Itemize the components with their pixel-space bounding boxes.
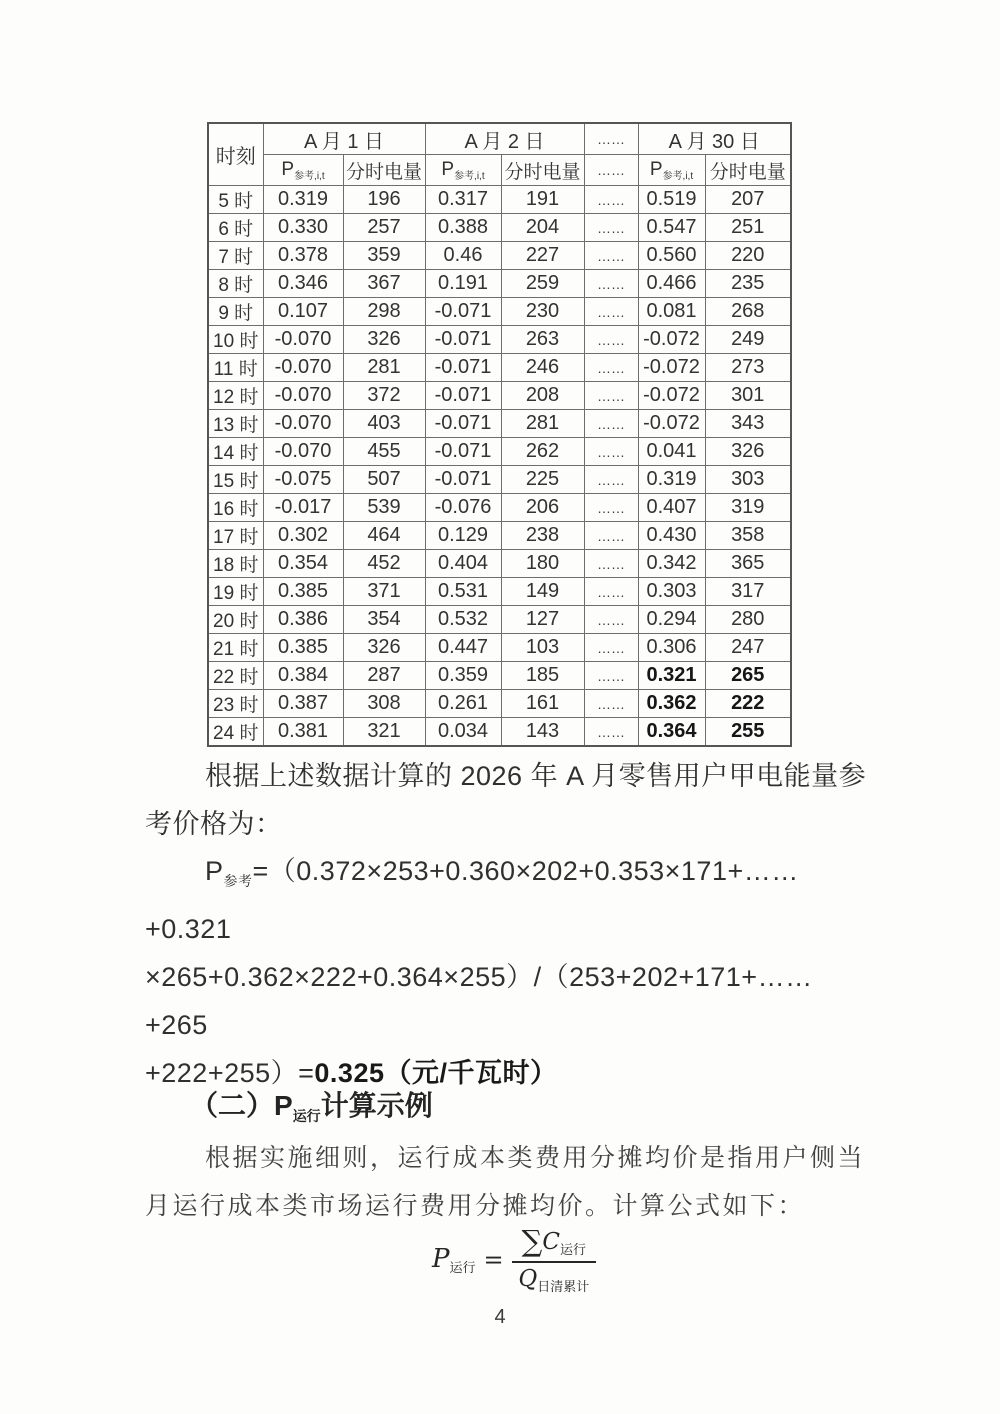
price-cell: -0.070 — [263, 382, 343, 410]
energy-cell: 204 — [501, 214, 584, 242]
price-cell: 0.294 — [638, 606, 705, 634]
time-cell: 11 时 — [208, 354, 263, 382]
energy-cell: 403 — [343, 410, 425, 438]
price-cell: -0.072 — [638, 326, 705, 354]
table-header-row-measures — [208, 155, 791, 186]
energy-cell: 268 — [705, 298, 791, 326]
price-cell: 0.041 — [638, 438, 705, 466]
energy-cell: 319 — [705, 494, 791, 522]
table-row — [208, 214, 791, 242]
q-symbol: Q — [518, 1266, 538, 1292]
paragraph-detail — [145, 1134, 867, 1230]
ellipsis-cell: …… — [584, 606, 638, 634]
energy-cell: 259 — [501, 270, 584, 298]
price-cell: 0.319 — [263, 186, 343, 214]
time-cell: 21 时 — [208, 634, 263, 662]
energy-cell: 452 — [343, 550, 425, 578]
p-reference-subscript: 参考 — [223, 873, 253, 889]
price-cell: -0.071 — [425, 354, 501, 382]
table-row — [208, 550, 791, 578]
time-cell: 10 时 — [208, 326, 263, 354]
energy-cell: 225 — [501, 466, 584, 494]
price-cell: -0.071 — [425, 466, 501, 494]
time-cell: 9 时 — [208, 298, 263, 326]
heading-suffix: 计算示例 — [320, 1090, 433, 1121]
calc-line-1 — [145, 847, 867, 905]
table-row — [208, 522, 791, 550]
energy-cell: 281 — [501, 410, 584, 438]
time-cell: 7 时 — [208, 242, 263, 270]
energy-cell: 262 — [501, 438, 584, 466]
price-cell: 0.364 — [638, 718, 705, 747]
energy-cell: 265 — [705, 662, 791, 690]
price-cell: 0.303 — [638, 578, 705, 606]
energy-cell: 343 — [705, 410, 791, 438]
ellipsis-cell: …… — [584, 214, 638, 242]
ellipsis-cell: …… — [584, 718, 638, 747]
price-cell: 0.346 — [263, 270, 343, 298]
energy-cell: 455 — [343, 438, 425, 466]
energy-cell: 358 — [705, 522, 791, 550]
price-cell: -0.071 — [425, 298, 501, 326]
energy-cell: 273 — [705, 354, 791, 382]
energy-cell: 208 — [501, 382, 584, 410]
price-cell: -0.071 — [425, 326, 501, 354]
energy-cell: 127 — [501, 606, 584, 634]
price-cell: 0.46 — [425, 242, 501, 270]
p-reference-subscript: 参考,i,t — [454, 170, 485, 182]
calc-line-4: +265 — [145, 1010, 208, 1040]
price-cell: -0.072 — [638, 382, 705, 410]
price-cell: 0.386 — [263, 606, 343, 634]
table-row — [208, 270, 791, 298]
col-header-energy-day1: 分时电量 — [343, 155, 425, 186]
col-header-energy-day30: 分时电量 — [705, 155, 791, 186]
col-header-energy-day2: 分时电量 — [501, 155, 584, 186]
p-reference-subscript: 参考,i,t — [662, 170, 694, 182]
price-cell: 0.407 — [638, 494, 705, 522]
p-operation-subscript: 运行 — [449, 1260, 476, 1276]
time-cell: 13 时 — [208, 410, 263, 438]
time-cell: 18 时 — [208, 550, 263, 578]
detail-line-2: 月运行成本类市场运行费用分摊均价。计算公式如下： — [145, 1191, 806, 1220]
energy-cell: 287 — [343, 662, 425, 690]
energy-cell: 103 — [501, 634, 584, 662]
col-header-day1: A 月 1 日 — [263, 123, 425, 155]
col-header-price-day2 — [425, 155, 501, 186]
ellipsis-cell: …… — [584, 270, 638, 298]
calc-result: 0.325（元/千瓦时） — [314, 1058, 558, 1088]
q-subscript: 日清累计 — [537, 1280, 590, 1295]
ellipsis-cell: …… — [584, 662, 638, 690]
formula-p-operation — [432, 1224, 596, 1295]
price-cell: 0.466 — [638, 270, 705, 298]
price-cell: -0.070 — [263, 354, 343, 382]
sigma-symbol: ∑ — [521, 1224, 543, 1258]
calc-expression: =（0.372×253+0.360×202+0.353×171+…… — [252, 856, 799, 886]
hourly-price-table — [207, 122, 792, 747]
time-cell: 22 时 — [208, 662, 263, 690]
ellipsis-cell: …… — [584, 578, 638, 606]
energy-cell: 143 — [501, 718, 584, 747]
intro-line-1: 根据上述数据计算的 2026 年 A 月零售用户甲电能量参 — [205, 761, 867, 791]
energy-cell: 326 — [343, 326, 425, 354]
p-reference-symbol: P — [205, 856, 224, 886]
energy-cell: 220 — [705, 242, 791, 270]
time-cell: 12 时 — [208, 382, 263, 410]
price-cell: 0.532 — [425, 606, 501, 634]
price-cell: 0.385 — [263, 578, 343, 606]
ellipsis-cell: …… — [584, 522, 638, 550]
fraction-numerator — [512, 1224, 596, 1263]
energy-cell: 507 — [343, 466, 425, 494]
table-row — [208, 438, 791, 466]
energy-cell: 365 — [705, 550, 791, 578]
price-cell: -0.072 — [638, 354, 705, 382]
table-row — [208, 298, 791, 326]
price-cell: 0.302 — [263, 522, 343, 550]
calculation-block — [145, 847, 867, 1097]
ellipsis-cell: …… — [584, 298, 638, 326]
table-row — [208, 466, 791, 494]
price-cell: 0.384 — [263, 662, 343, 690]
ellipsis-cell: …… — [584, 382, 638, 410]
ellipsis-cell: …… — [584, 242, 638, 270]
energy-cell: 251 — [705, 214, 791, 242]
detail-line-1: 根据实施细则，运行成本类费用分摊均价是指用户侧当 — [205, 1143, 866, 1172]
col-header-time: 时刻 — [208, 123, 263, 186]
ellipsis-cell: …… — [584, 438, 638, 466]
price-cell: 0.404 — [425, 550, 501, 578]
price-cell: 0.447 — [425, 634, 501, 662]
energy-cell: 372 — [343, 382, 425, 410]
table-row — [208, 690, 791, 718]
table-row — [208, 186, 791, 214]
price-cell: 0.081 — [638, 298, 705, 326]
table-row — [208, 606, 791, 634]
time-cell: 17 时 — [208, 522, 263, 550]
energy-cell: 321 — [343, 718, 425, 747]
price-cell: 0.378 — [263, 242, 343, 270]
price-cell: 0.359 — [425, 662, 501, 690]
time-cell: 8 时 — [208, 270, 263, 298]
price-cell: -0.072 — [638, 410, 705, 438]
heading-prefix: （二）P — [190, 1090, 293, 1121]
col-header-ellipsis: …… — [584, 123, 638, 155]
price-cell: -0.070 — [263, 326, 343, 354]
price-cell: 0.531 — [425, 578, 501, 606]
price-cell: 0.319 — [638, 466, 705, 494]
energy-cell: 227 — [501, 242, 584, 270]
fraction-denominator — [518, 1263, 589, 1295]
col-header-day30: A 月 30 日 — [638, 123, 791, 155]
energy-cell: 308 — [343, 690, 425, 718]
time-cell: 5 时 — [208, 186, 263, 214]
c-subscript: 运行 — [559, 1243, 586, 1258]
time-cell: 19 时 — [208, 578, 263, 606]
energy-cell: 280 — [705, 606, 791, 634]
table-row — [208, 326, 791, 354]
time-cell: 15 时 — [208, 466, 263, 494]
energy-cell: 367 — [343, 270, 425, 298]
section-heading — [190, 1082, 433, 1140]
time-cell: 14 时 — [208, 438, 263, 466]
ellipsis-cell: …… — [584, 494, 638, 522]
price-cell: 0.430 — [638, 522, 705, 550]
energy-cell: 263 — [501, 326, 584, 354]
energy-cell: 191 — [501, 186, 584, 214]
energy-cell: 246 — [501, 354, 584, 382]
energy-cell: 185 — [501, 662, 584, 690]
time-cell: 24 时 — [208, 718, 263, 747]
price-cell: -0.071 — [425, 438, 501, 466]
p-reference-symbol: P — [441, 158, 455, 180]
time-cell: 16 时 — [208, 494, 263, 522]
price-cell: -0.071 — [425, 410, 501, 438]
ellipsis-cell: …… — [584, 550, 638, 578]
energy-cell: 298 — [343, 298, 425, 326]
energy-cell: 255 — [705, 718, 791, 747]
col-header-price-day1 — [263, 155, 343, 186]
energy-cell: 235 — [705, 270, 791, 298]
price-cell: 0.107 — [263, 298, 343, 326]
price-cell: 0.034 — [425, 718, 501, 747]
time-cell: 20 时 — [208, 606, 263, 634]
price-cell: 0.387 — [263, 690, 343, 718]
energy-cell: 180 — [501, 550, 584, 578]
price-cell: 0.306 — [638, 634, 705, 662]
ellipsis-cell: …… — [584, 326, 638, 354]
price-table-body — [208, 186, 791, 747]
energy-cell: 257 — [343, 214, 425, 242]
energy-cell: 161 — [501, 690, 584, 718]
col-header-price-day30 — [638, 155, 705, 186]
time-cell: 23 时 — [208, 690, 263, 718]
table-row — [208, 494, 791, 522]
p-symbol: P — [432, 1243, 450, 1274]
energy-cell: 301 — [705, 382, 791, 410]
price-cell: 0.342 — [638, 550, 705, 578]
price-cell: -0.076 — [425, 494, 501, 522]
ellipsis-cell: …… — [584, 690, 638, 718]
calc-expression: +222+255）= — [145, 1058, 315, 1088]
col-header-day2: A 月 2 日 — [425, 123, 584, 155]
paragraph-intro — [145, 752, 867, 848]
price-cell: -0.075 — [263, 466, 343, 494]
fraction — [512, 1224, 596, 1295]
price-cell: -0.071 — [425, 382, 501, 410]
calc-line-2: +0.321 — [145, 914, 232, 944]
col-header-ellipsis: …… — [584, 155, 638, 186]
energy-cell: 249 — [705, 326, 791, 354]
energy-cell: 539 — [343, 494, 425, 522]
formula-lhs — [432, 1244, 476, 1276]
energy-cell: 238 — [501, 522, 584, 550]
time-cell: 6 时 — [208, 214, 263, 242]
table-row — [208, 242, 791, 270]
ellipsis-cell: …… — [584, 410, 638, 438]
price-cell: 0.547 — [638, 214, 705, 242]
price-cell: 0.385 — [263, 634, 343, 662]
price-cell: 0.330 — [263, 214, 343, 242]
ellipsis-cell: …… — [584, 354, 638, 382]
energy-cell: 222 — [705, 690, 791, 718]
price-cell: -0.070 — [263, 438, 343, 466]
price-cell: 0.321 — [638, 662, 705, 690]
energy-cell: 281 — [343, 354, 425, 382]
energy-cell: 371 — [343, 578, 425, 606]
ellipsis-cell: …… — [584, 634, 638, 662]
calc-line-3: ×265+0.362×222+0.364×255）/（253+202+171+…… — [145, 962, 813, 992]
energy-cell: 464 — [343, 522, 425, 550]
p-reference-subscript: 参考,i,t — [294, 170, 325, 182]
energy-cell: 359 — [343, 242, 425, 270]
table-row — [208, 410, 791, 438]
price-cell: 0.362 — [638, 690, 705, 718]
energy-cell: 303 — [705, 466, 791, 494]
price-cell: 0.261 — [425, 690, 501, 718]
table-row — [208, 718, 791, 747]
price-cell: 0.381 — [263, 718, 343, 747]
energy-cell: 247 — [705, 634, 791, 662]
energy-cell: 317 — [705, 578, 791, 606]
price-cell: 0.129 — [425, 522, 501, 550]
price-cell: 0.560 — [638, 242, 705, 270]
table-row — [208, 578, 791, 606]
energy-cell: 206 — [501, 494, 584, 522]
price-cell: 0.191 — [425, 270, 501, 298]
energy-cell: 326 — [343, 634, 425, 662]
intro-line-2: 考价格为： — [145, 809, 283, 839]
price-cell: 0.354 — [263, 550, 343, 578]
table-row — [208, 354, 791, 382]
energy-cell: 149 — [501, 578, 584, 606]
ellipsis-cell: …… — [584, 466, 638, 494]
equals-sign: = — [483, 1245, 504, 1274]
price-cell: 0.388 — [425, 214, 501, 242]
ellipsis-cell: …… — [584, 186, 638, 214]
c-symbol: C — [542, 1229, 560, 1255]
table-row — [208, 634, 791, 662]
table-header-row-days — [208, 123, 791, 155]
table-row — [208, 662, 791, 690]
energy-cell: 326 — [705, 438, 791, 466]
energy-cell: 230 — [501, 298, 584, 326]
price-cell: 0.317 — [425, 186, 501, 214]
p-operation-subscript: 运行 — [292, 1108, 321, 1124]
table-row — [208, 382, 791, 410]
p-reference-symbol: P — [649, 158, 663, 180]
p-reference-symbol: P — [281, 158, 295, 180]
energy-cell: 354 — [343, 606, 425, 634]
price-cell: -0.017 — [263, 494, 343, 522]
page-number: 4 — [494, 1306, 506, 1328]
price-cell: -0.070 — [263, 410, 343, 438]
energy-cell: 207 — [705, 186, 791, 214]
price-cell: 0.519 — [638, 186, 705, 214]
energy-cell: 196 — [343, 186, 425, 214]
